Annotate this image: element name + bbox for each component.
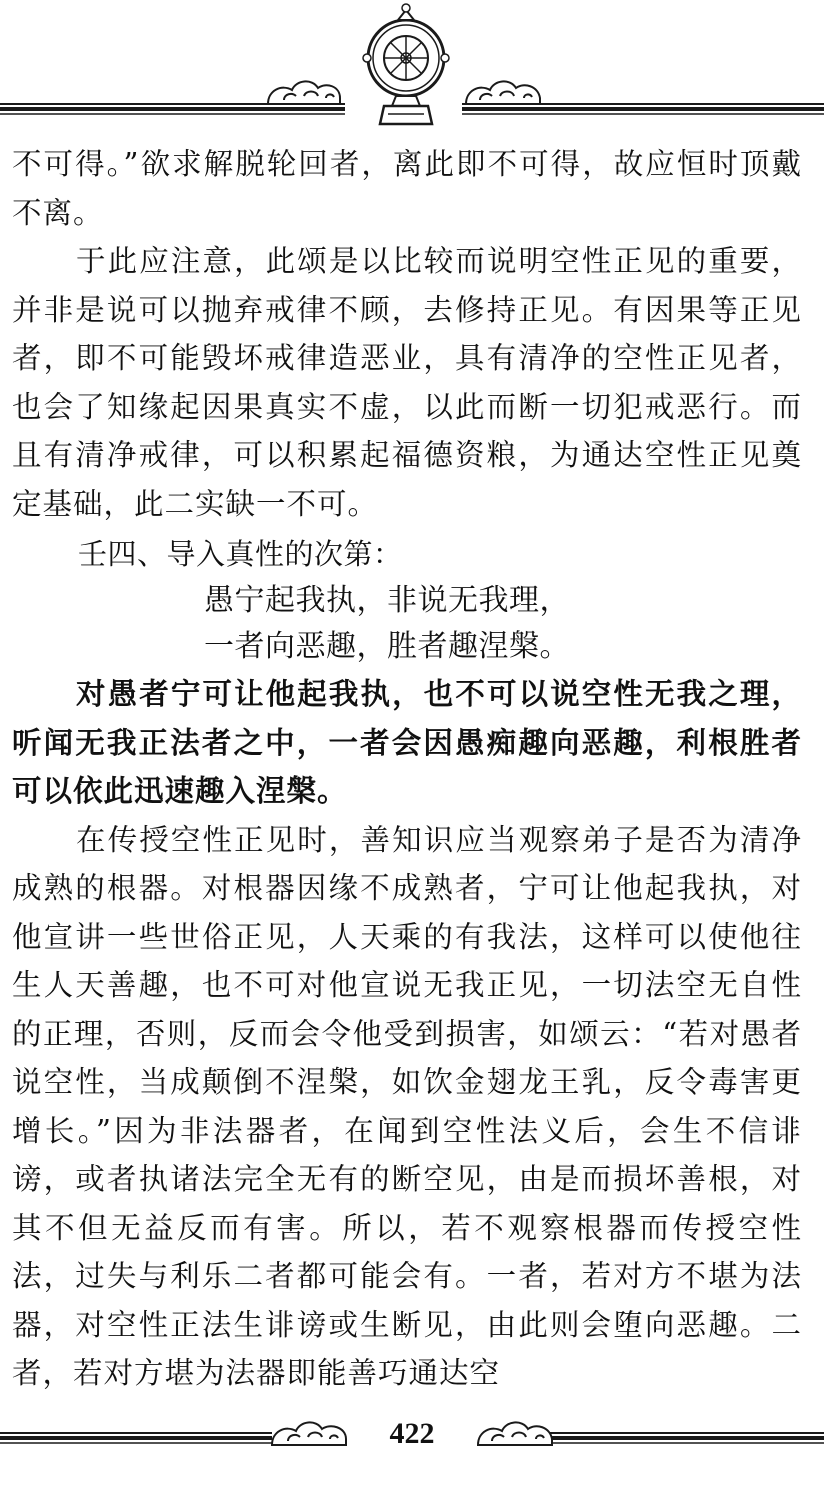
dharma-wheel-ornament-icon [0,0,824,135]
paragraph-note: 于此应注意，此颂是以比较而说明空性正见的重要，并非是说可以抛弃戒律不顾，去修持正见。有因果等正见者，即不可能毁坏戒律造恶业，具有清净的空性正见者，也会了知缘起因果真实不虚，以此而断一切犯戒恶行。而且有清净戒律，可以积累起福德资粮，为通达空性正见奠定基础，此二实缺一不可。 [12,244,802,521]
bold-commentary: 对愚者宁可让他起我执，也不可以说空性无我之理，听闻无我正法者之中，一者会因愚痴趣向恶趣，利根胜者可以依此迅速趣入涅槃。 [12,676,802,808]
verse-line-1: 愚宁起我执，非说无我理， [204,583,570,618]
verse-line-2: 一者向恶趣，胜者趣涅槃。 [204,629,570,664]
paragraph-continuation: 不可得。”欲求解脱轮回者，离此即不可得，故应恒时顶戴不离。 [12,147,802,230]
page-number: 422 [389,1417,435,1450]
section-heading: 壬四、导入真性的次第： [78,537,403,571]
page-content [12,140,802,1398]
left-cloud-icon [268,81,340,104]
paragraph-explanation: 在传授空性正见时，善知识应当观察弟子是否为清净成熟的根器。对根器因缘不成熟者，宁可让他起我执，对他宣讲一些世俗正见，人天乘的有我法，这样可以使他往生人天善趣，也不可对他宣说无我正见，一切法空无自性的正理，否则，反而会令他受到损害，如颂云：“若对愚者说空性，当成颠倒不涅槃，如饮金翅龙王乳，反令毒害更增长。”因为非法器者，在闻到空性法义后，会生不信诽谤，或者执诸法完全无有的断空见，由是而损坏善根，对其不但无益反而有害。所以，若不观察根器而传授空性法，过失与利乐二者都可能会有。一者，若对方不堪为法器，对空性正法生诽谤或生断见，由此则会堕向恶趣。二者，若对方堪为法器即能善巧通达空 [12,822,802,1390]
header-ornament [0,0,824,135]
right-cloud-icon [466,81,540,104]
